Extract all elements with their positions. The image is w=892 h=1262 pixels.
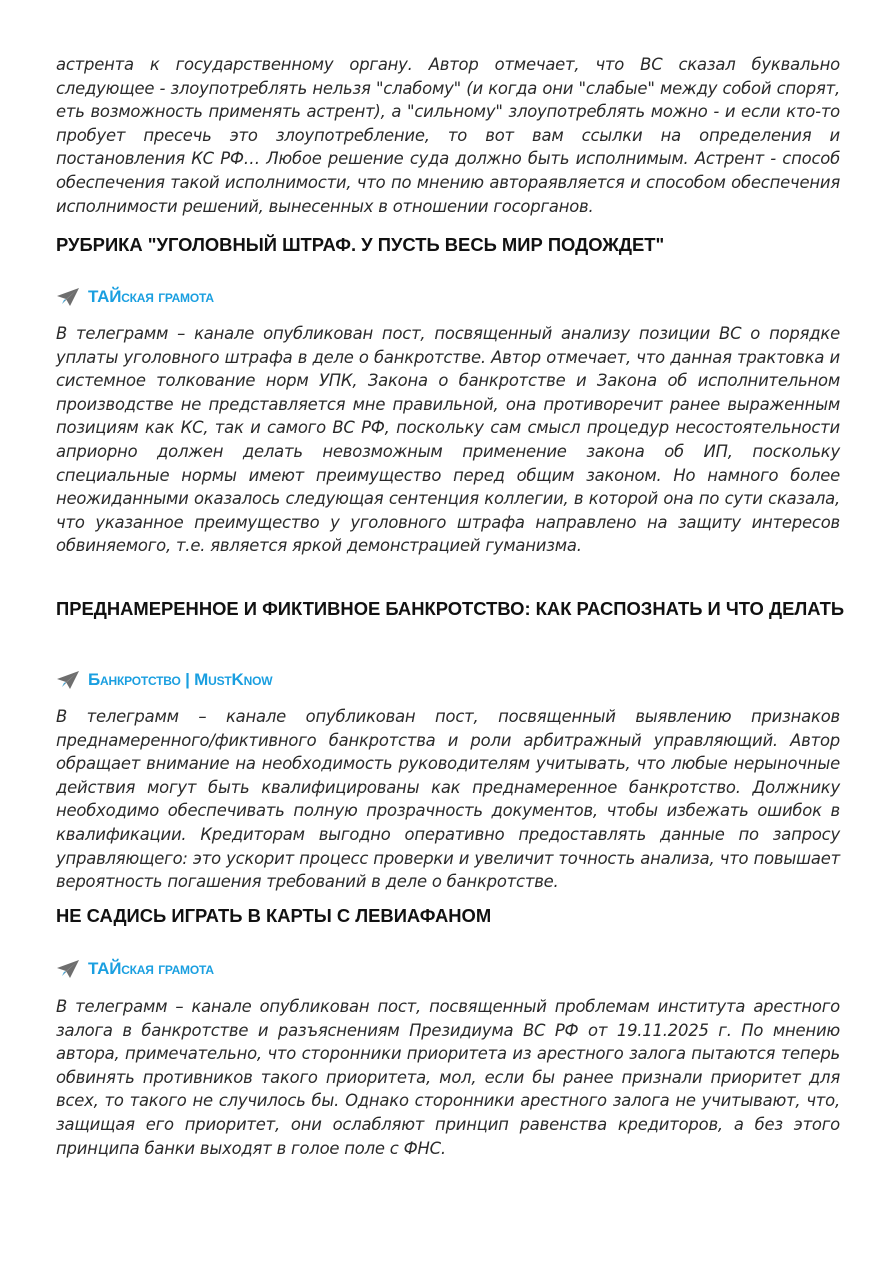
- source-link[interactable]: [56, 286, 214, 308]
- source-link[interactable]: [56, 958, 214, 980]
- section-paragraph: В телеграмм – канале опубликован пост, посвященный проблемам института арестного залога в банкротстве и разъяснениям Президиума ВС РФ от 19.11.2025 г. По мнению автора, примечательно, что сторонники приоритета из арестного залога пытаются теперь обвинять противников такого приоритета, мол, если бы ранее признали приоритет для всех, то такого не случилось бы. Однако сторонники арестного залога не учитывают, что, защищая его приоритет, они ослабляют принцип равенства кредиторов, а без этого принципа банки выходят в голое поле с ФНС.: [56, 997, 840, 1158]
- source-name: ТАЙская грамота: [88, 959, 214, 978]
- intro-paragraph: астрента к государственному органу. Автор отмечает, что ВС сказал буквально следующее - злоупотреблять нельзя "слабому" (и когда они "слабые" между собой спорят, еть возможность применять астрент), а "сильному" злоупотреблять можно - и если кто-то пробует пресечь это злоупотребление, то вот вам ссылки на определения и постановления КС РФ… Любое решение суда должно быть исполнимым. Астрент - способ обеспечения такой исполнимости, что по мнению автораявляется и способом обеспечения исполнимости решений, вынесенных в отношении госорганов.: [56, 55, 840, 216]
- source-name: ТАЙская грамота: [88, 287, 214, 306]
- telegram-paper-plane-icon: [56, 287, 80, 307]
- source-name: Банкротство | MustKnow: [88, 670, 273, 689]
- section-paragraph: В телеграмм – канале опубликован пост, посвященный анализу позиции ВС о порядке уплаты уголовного штрафа в деле о банкротстве. Автор отмечает, что данная трактовка и системное толкование норм УПК, Закона о банкротстве и Закона об исполнительном производстве не представляется мне правильной, она противоречит ранее выраженным позициям как КС, так и самого ВС РФ, поскольку сам смысл процедур несостоятельности априорно должен делать невозможным применение закона об ИП, поскольку специальные нормы имеют преимущество перед общим законом. Но намного более неожиданными оказалось следующая сентенция коллегии, в которой она по сути сказала, что указанное преимущество у уголовного штрафа направлено на защиту интересов обвиняемого, т.е. является яркой демонстрацией гуманизма.: [56, 324, 840, 556]
- telegram-paper-plane-icon: [56, 670, 80, 690]
- telegram-paper-plane-icon: [56, 959, 80, 979]
- section-paragraph: В телеграмм – канале опубликован пост, посвященный выявлению признаков преднамеренного/фиктивного банкротства и роли арбитражный управляющий. Автор обращает внимание на необходимость руководителям учитывать, что любые нерыночные действия могут быть квалифицированы как преднамеренное банкротство. Должнику необходимо обеспечивать полную прозрачность документов, чтобы избежать ошибок в квалификации. Кредиторам выгодно оперативно предоставлять данные по запросу управляющего: это ускорит процесс проверки и увеличит точность анализа, что повышает вероятность погашения требований в деле о банкротстве.: [56, 707, 840, 892]
- source-link[interactable]: [56, 669, 272, 691]
- section-heading: НЕ САДИСЬ ИГРАТЬ В КАРТЫ С ЛЕВИАФАНОМ: [56, 905, 492, 926]
- section-heading: РУБРИКА "УГОЛОВНЫЙ ШТРАФ. У ПУСТЬ ВЕСЬ МИР ПОДОЖДЕТ": [56, 234, 665, 255]
- section-heading: ПРЕДНАМЕРЕННОЕ И ФИКТИВНОЕ БАНКРОТСТВО: КАК РАСПОЗНАТЬ И ЧТО ДЕЛАТЬ: [56, 598, 845, 619]
